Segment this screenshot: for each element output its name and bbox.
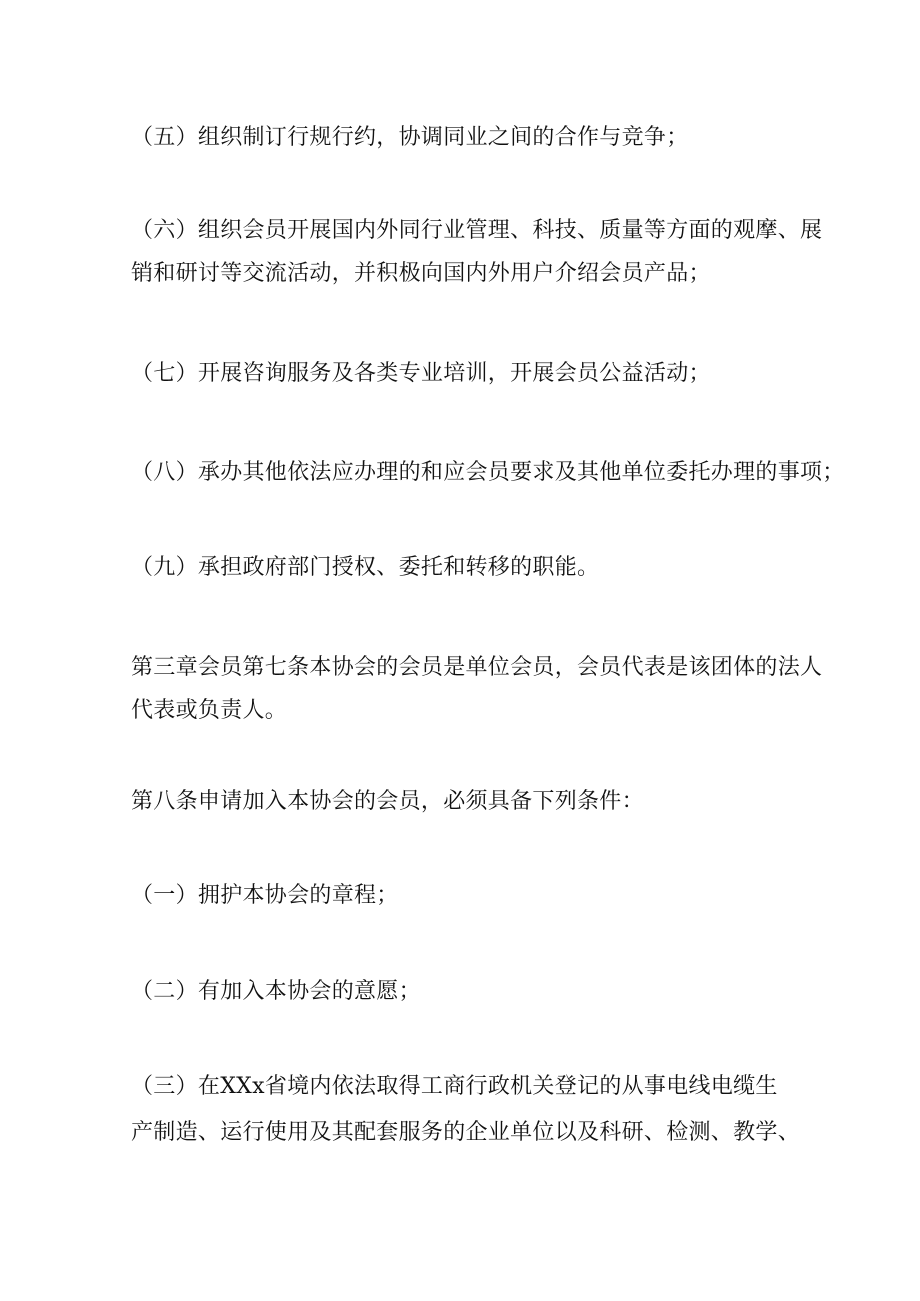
article-8	[131, 780, 811, 823]
text-line: 产制造、运行使用及其配套服务的企业单位以及科研、检测、教学、	[131, 1120, 801, 1145]
clause-7	[131, 352, 811, 395]
chapter-3-article-7	[131, 646, 823, 732]
clause-6	[131, 209, 823, 295]
text-line: （三）在XXx省境内依法取得工商行政机关登记的从事电线电缆生	[131, 1074, 778, 1099]
clause-9	[131, 546, 811, 589]
condition-1	[131, 874, 811, 917]
text-line: （六）组织会员开展国内外同行业管理、科技、质量等方面的观摩、展	[131, 218, 823, 243]
text-line: （八）承办其他依法应办理的和应会员要求及其他单位委托办理的事项；	[131, 460, 845, 485]
text-line: （九）承担政府部门授权、委托和转移的职能。	[131, 555, 600, 580]
condition-3	[131, 1064, 811, 1156]
text-line: （七）开展咨询服务及各类专业培训，开展会员公益活动；	[131, 361, 711, 386]
text-line: 代表或负责人。	[131, 698, 288, 723]
clause-5	[131, 116, 811, 159]
text-line: （五）组织制订行规行约，协调同业之间的合作与竞争；	[131, 125, 689, 150]
text-line: 第三章会员第七条本协会的会员是单位会员，会员代表是该团体的法人	[131, 655, 823, 680]
condition-2	[131, 970, 811, 1013]
clause-8	[131, 451, 845, 494]
text-line: 第八条申请加入本协会的会员，必须具备下列条件：	[131, 789, 644, 814]
text-line: （二）有加入本协会的意愿；	[131, 979, 421, 1004]
text-line: 销和研讨等交流活动，并积极向国内外用户介绍会员产品；	[131, 261, 711, 286]
text-line: （一）拥护本协会的章程；	[131, 883, 399, 908]
